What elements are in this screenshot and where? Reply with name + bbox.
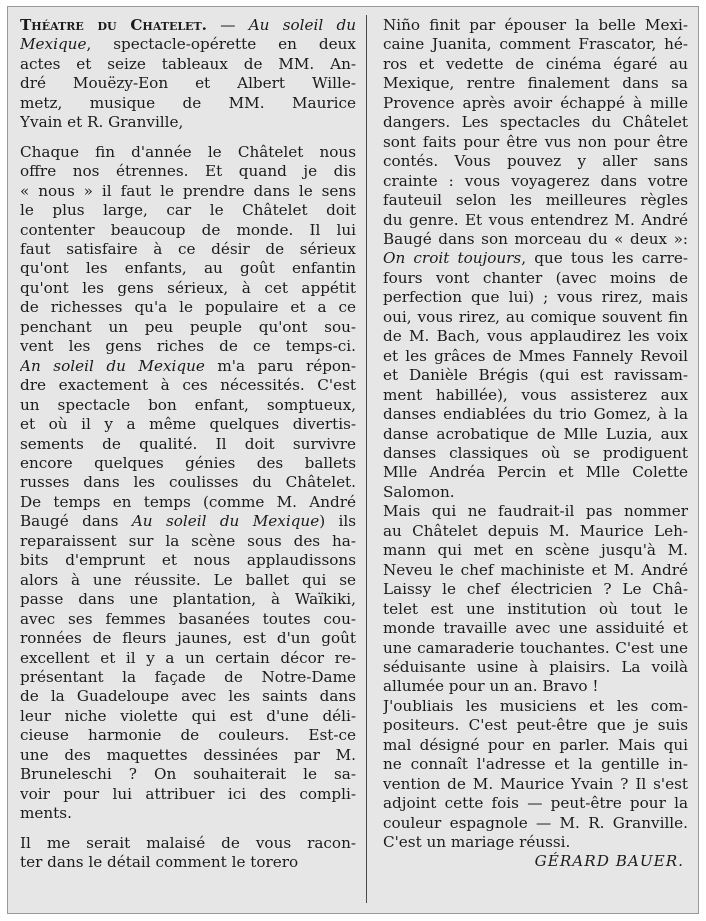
- text-line: [383, 425, 688, 444]
- text-segment: allumée pour un an. Bravo !: [383, 677, 599, 696]
- text-segment: ter dans le détail comment le torero: [20, 853, 299, 872]
- text-segment: dré Mouëzy-Eon et Albert Wille-: [20, 74, 356, 93]
- text-segment: m'a paru répon-: [204, 356, 356, 375]
- text-segment: fours vont chanter (avec moins de: [383, 268, 688, 287]
- text-segment: contenter beaucoup de monde. Il lui: [20, 220, 356, 239]
- text-segment: reparaissent sur la scène sous des ha-: [20, 531, 356, 550]
- text-line: [383, 483, 688, 502]
- text-segment: Chaque fin d'année le Châtelet nous: [20, 142, 356, 161]
- text-line: [383, 386, 688, 405]
- text-line: [383, 444, 688, 463]
- text-line: [20, 415, 356, 434]
- text-segment: Baugé dans son morceau du « deux »:: [383, 229, 688, 248]
- text-line: [20, 746, 356, 765]
- text-segment: du genre. Et vous entendrez M. André: [383, 210, 688, 229]
- text-segment: Yvain et R. Granville,: [20, 113, 184, 132]
- text-line: [383, 561, 688, 580]
- text-line: [383, 502, 688, 521]
- text-line: [383, 347, 688, 366]
- text-segment: passe dans une plantation, à Waïkiki,: [20, 590, 356, 609]
- text-line: [20, 649, 356, 668]
- text-line: [20, 16, 356, 35]
- text-segment: ronnées de fleurs jaunes, est d'un goût: [20, 629, 356, 648]
- text-line: [383, 308, 688, 327]
- text-segment: J'oubliais les musiciens et les com-: [383, 696, 688, 715]
- text-line: [383, 755, 688, 774]
- text-segment: ) ils: [319, 512, 356, 531]
- text-segment: de la Guadeloupe avec les saints dans: [20, 687, 356, 706]
- text-line: [383, 775, 688, 794]
- text-segment: Salomon.: [383, 482, 455, 501]
- text-segment: et où il y a même quelques divertis-: [20, 415, 356, 434]
- text-segment: présentant la façade de Notre-Dame: [20, 667, 356, 686]
- text-segment: encore quelques génies des ballets: [20, 453, 356, 472]
- text-line: [20, 113, 356, 132]
- text-segment: offre nos étrennes. Et quand je dis: [20, 162, 356, 181]
- text-segment: Niño finit par épouser la belle Mexi-: [383, 16, 688, 34]
- text-line: [20, 162, 356, 181]
- text-line: [383, 541, 688, 560]
- text-line: [20, 765, 356, 784]
- text-line: [383, 288, 688, 307]
- text-line: [20, 376, 356, 395]
- text-line: [383, 172, 688, 191]
- text-segment: une camaraderie touchantes. C'est une: [383, 638, 688, 657]
- text-line: [20, 318, 356, 337]
- text-segment: Mlle Andréa Percin et Mlle Colette: [383, 463, 688, 482]
- italic-text: Au soleil du Mexique: [131, 512, 320, 531]
- text-segment: bits d'emprunt et nous applaudissons: [20, 551, 356, 570]
- text-segment: danse acrobatique de Mlle Luzia, aux: [383, 424, 688, 443]
- text-line: [20, 279, 356, 298]
- text-segment: positeurs. C'est peut-être que je suis: [383, 716, 688, 735]
- text-line: [20, 435, 356, 454]
- text-line: [383, 366, 688, 385]
- text-segment: —: [206, 16, 249, 34]
- text-segment: au Châtelet depuis M. Maurice Leh-: [383, 521, 688, 540]
- text-line: [20, 668, 356, 687]
- text-segment: Mais qui ne faudrait-il pas nommer: [383, 502, 688, 521]
- text-segment: contés. Vous pouvez y aller sans: [383, 152, 688, 171]
- text-segment: dre exactement à ces nécessités. C'est: [20, 376, 356, 395]
- text-segment: « nous » il faut le prendre dans le sens: [20, 181, 356, 200]
- text-segment: ros et vedette de cinéma égaré au: [383, 54, 688, 73]
- text-segment: vention de M. Maurice Yvain ? Il s'est: [383, 774, 688, 793]
- text-line: [20, 94, 356, 113]
- text-line: [383, 249, 688, 268]
- text-line: [20, 726, 356, 745]
- text-line: [20, 571, 356, 590]
- text-segment: et Danièle Brégis (qui est ravissam-: [383, 366, 688, 385]
- text-segment: perfection que lui) ; vous rirez, mais: [383, 288, 688, 307]
- text-line: [383, 580, 688, 599]
- text-segment: qu'ont les gens sérieux, à cet appétit: [20, 278, 356, 297]
- text-segment: telet est une institution où tout le: [383, 599, 688, 618]
- text-line: [383, 639, 688, 658]
- text-line: [383, 600, 688, 619]
- text-line: [20, 182, 356, 201]
- text-segment: avec ses femmes basanées toutes cou-: [20, 609, 356, 628]
- text-line: [383, 697, 688, 716]
- text-line: [383, 463, 688, 482]
- text-segment: crainte : vous voyagerez dans votre: [383, 171, 688, 190]
- text-line: [20, 473, 356, 492]
- text-line: [20, 532, 356, 551]
- text-line: [20, 804, 356, 823]
- text-segment: monde travaille avec une assiduité et: [383, 619, 688, 638]
- text-segment: Laissy le chef électricien ? Le Châ-: [383, 580, 688, 599]
- text-segment: Mexique, rentre finalement dans sa: [383, 74, 688, 93]
- italic-text: Au soleil du: [248, 16, 356, 34]
- text-segment: mann qui met en scène jusqu'à M.: [383, 541, 688, 560]
- text-line: [383, 152, 688, 171]
- text-line: [383, 794, 688, 813]
- text-line: [20, 853, 356, 872]
- text-line: [383, 619, 688, 638]
- text-segment: de richesses qu'a le populaire et a ce: [20, 298, 356, 317]
- text-segment: un spectacle bon enfant, somptueux,: [20, 395, 356, 414]
- author-signature: GÉRARD BAUER.: [534, 852, 684, 871]
- text-segment: leur niche violette qui est d'une déli-: [20, 706, 356, 725]
- column-divider: [366, 15, 367, 903]
- text-segment: cieuse harmonie de couleurs. Est-ce: [20, 726, 356, 745]
- text-segment: Baugé dans: [20, 512, 132, 531]
- text-segment: oui, vous rirez, au comique souvent fin: [383, 307, 688, 326]
- text-segment: actes et seize tableaux de MM. An-: [20, 54, 356, 73]
- text-line: [20, 221, 356, 240]
- text-segment: qu'ont les enfants, au goût enfantin: [20, 259, 356, 278]
- text-line: [383, 677, 688, 696]
- text-segment: caine Juanita, comment Frascator, hé-: [383, 35, 688, 54]
- text-segment: excellent et il y a un certain décor re-: [20, 648, 356, 667]
- text-segment: Bruneleschi ? On souhaiterait le sa-: [20, 765, 356, 784]
- text-line: [20, 35, 356, 54]
- left-column: [20, 16, 356, 872]
- text-line: [20, 357, 356, 376]
- text-line: [383, 133, 688, 152]
- text-segment: sont faits pour être vus non pour être: [383, 132, 688, 151]
- text-segment: danses classiques où se prodiguent: [383, 443, 688, 462]
- text-line: [20, 259, 356, 278]
- text-line: [383, 191, 688, 210]
- text-line: [20, 396, 356, 415]
- text-line: [20, 240, 356, 259]
- text-segment: et les grâces de Mmes Fannely Revoil: [383, 346, 688, 365]
- text-line: [383, 35, 688, 54]
- text-segment: russes dans les coulisses du Châtelet.: [20, 473, 356, 492]
- text-segment: C'est un mariage réussi.: [383, 833, 571, 852]
- text-line: [20, 493, 356, 512]
- text-line: [20, 590, 356, 609]
- text-line: [383, 16, 688, 35]
- text-segment: vent les gens riches de ce temps-ci.: [20, 337, 356, 356]
- text-line: [20, 610, 356, 629]
- text-segment: ment habillée), vous assisterez aux: [383, 385, 688, 404]
- text-segment: une des maquettes dessinées par M.: [20, 745, 356, 764]
- text-line: [20, 74, 356, 93]
- text-line: [383, 327, 688, 346]
- text-segment: , que tous les carre-: [521, 249, 688, 268]
- text-segment: de M. Bach, vous applaudirez les voix: [383, 327, 688, 346]
- text-segment: sements de qualité. Il doit survivre: [20, 434, 356, 453]
- italic-text: Mexique: [20, 35, 87, 54]
- text-line: [383, 833, 688, 852]
- text-segment: alors à une réussite. Le ballet qui se: [20, 570, 356, 589]
- text-line: [20, 707, 356, 726]
- italic-text: On croit toujours: [383, 249, 522, 268]
- text-line: [383, 716, 688, 735]
- text-line: [383, 74, 688, 93]
- text-line: [383, 113, 688, 132]
- text-line: [20, 687, 356, 706]
- text-line: [20, 143, 356, 162]
- text-line: [383, 522, 688, 541]
- text-line: [20, 629, 356, 648]
- text-line: [20, 454, 356, 473]
- text-line: [20, 55, 356, 74]
- text-segment: le plus large, car le Châtelet doit: [20, 201, 356, 220]
- text-line: [383, 269, 688, 288]
- text-line: [383, 405, 688, 424]
- text-segment: De temps en temps (comme M. André: [20, 492, 356, 511]
- text-segment: couleur espagnole — M. R. Granville.: [383, 813, 688, 832]
- text-line: [20, 201, 356, 220]
- text-line: [383, 55, 688, 74]
- text-line: [383, 658, 688, 677]
- text-segment: , spectacle-opérette en deux: [86, 35, 356, 54]
- text-line: [383, 211, 688, 230]
- text-line: [383, 814, 688, 833]
- text-line: [20, 551, 356, 570]
- right-column: [383, 16, 688, 872]
- italic-text: An soleil du Mexique: [20, 356, 205, 375]
- text-segment: faut satisfaire à ce désir de sérieux: [20, 239, 356, 258]
- text-line: [20, 298, 356, 317]
- text-segment: danses endiablées du trio Gomez, à la: [383, 405, 688, 424]
- text-segment: séduisante usine à plaisirs. La voilà: [383, 657, 688, 676]
- text-line: [20, 834, 356, 853]
- text-line: [20, 785, 356, 804]
- article-heading: Théatre du Chatelet.: [20, 16, 207, 34]
- text-segment: Il me serait malaisé de vous racon-: [20, 833, 356, 852]
- text-line: [383, 736, 688, 755]
- text-segment: fauteuil selon les meilleures règles: [383, 191, 688, 210]
- text-line: [20, 337, 356, 356]
- text-line: [383, 230, 688, 249]
- text-segment: penchant un peu peuple qu'ont sou-: [20, 317, 356, 336]
- text-segment: metz, musique de MM. Maurice: [20, 93, 356, 112]
- text-segment: mal désigné pour en parler. Mais qui: [383, 735, 688, 754]
- newspaper-clipping: [7, 6, 699, 914]
- text-segment: Provence après avoir échappé à mille: [383, 93, 688, 112]
- text-line: [20, 512, 356, 531]
- text-segment: ne connaît l'adresse et la gentille in-: [383, 755, 688, 774]
- text-segment: Neveu le chef machiniste et M. André: [383, 560, 688, 579]
- text-segment: voir pour lui attribuer ici des compli-: [20, 784, 356, 803]
- text-segment: adjoint cette fois — peut-être pour la: [383, 794, 688, 813]
- text-segment: ments.: [20, 804, 72, 823]
- text-line: [383, 94, 688, 113]
- text-segment: dangers. Les spectacles du Châtelet: [383, 113, 688, 132]
